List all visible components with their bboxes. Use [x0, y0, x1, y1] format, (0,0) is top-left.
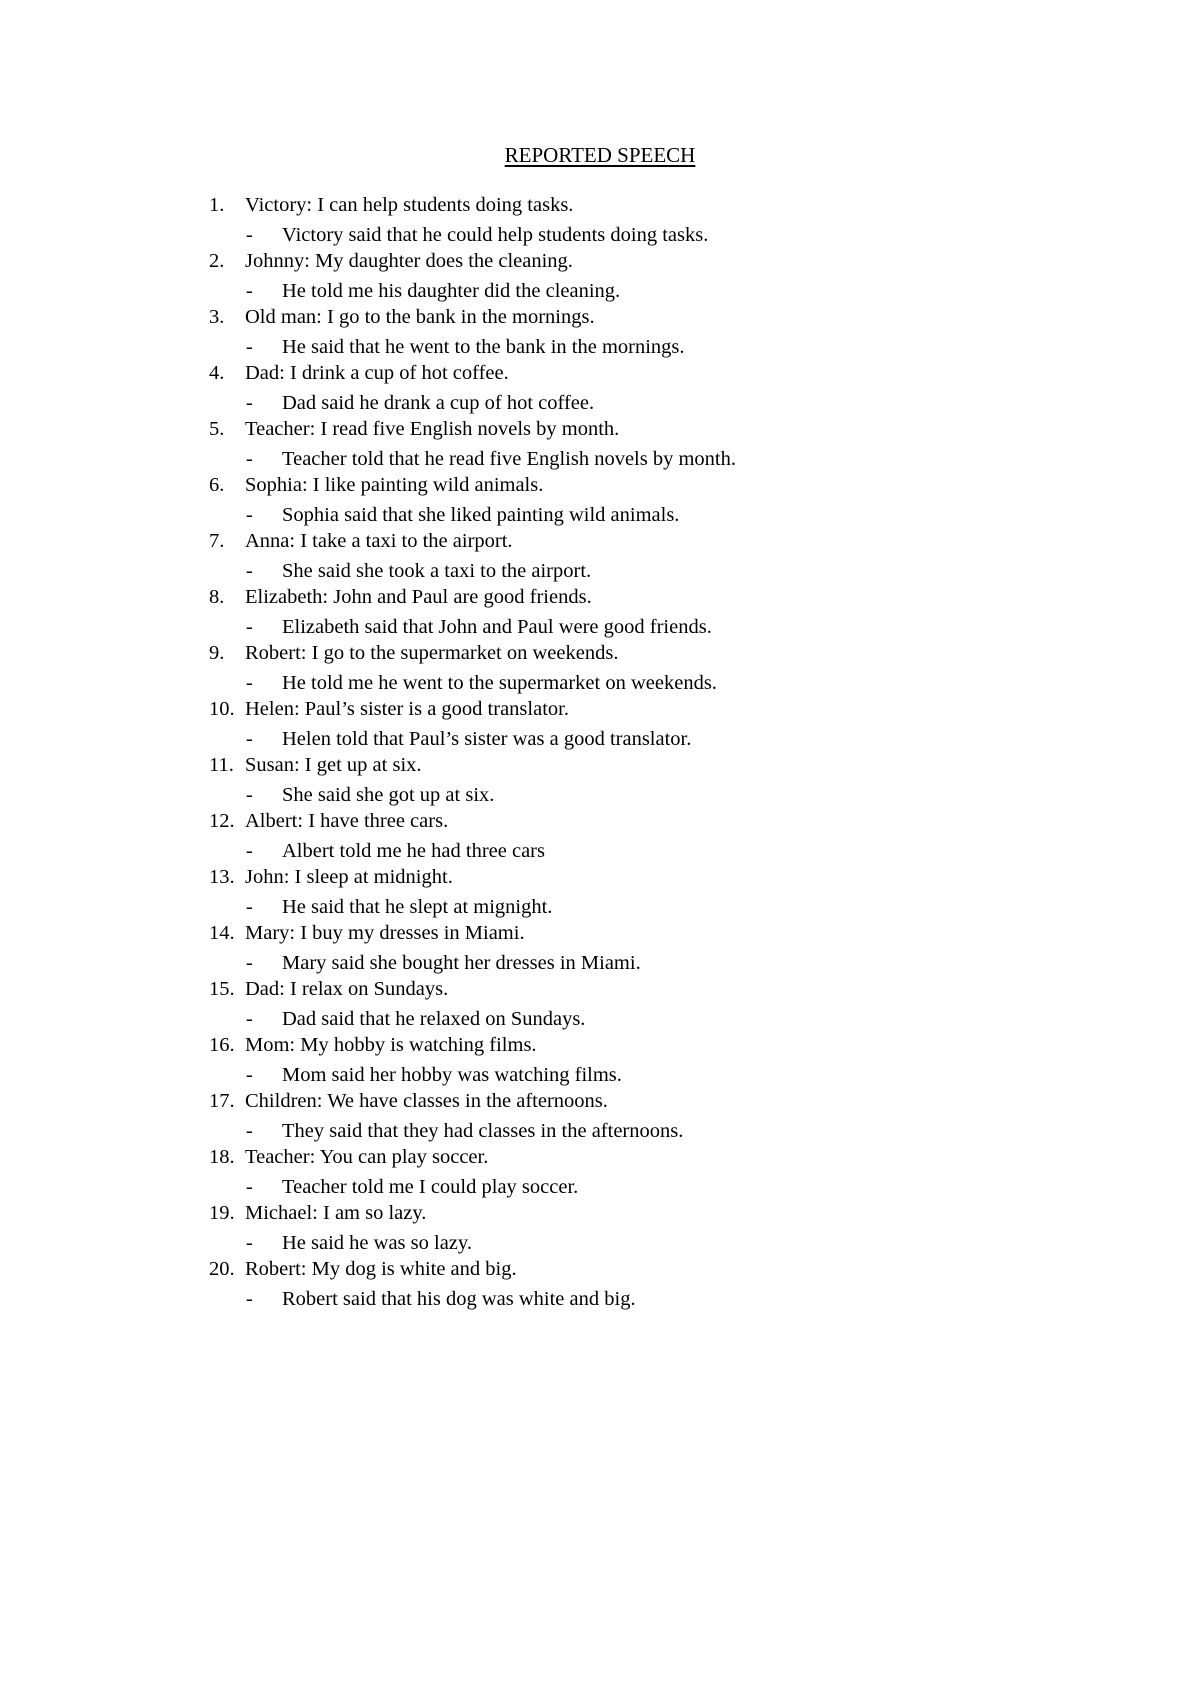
item-number: 9. — [209, 642, 225, 664]
list-item — [0, 246, 1200, 302]
item-number: 1. — [209, 194, 225, 216]
item-number: 14. — [209, 922, 235, 944]
dash-bullet: - — [246, 672, 253, 694]
direct-speech-text: Robert: My dog is white and big. — [245, 1258, 517, 1280]
list-item — [0, 1198, 1200, 1254]
dash-bullet: - — [246, 896, 253, 918]
reported-speech-text: Teacher told me I could play soccer. — [282, 1176, 579, 1198]
list-item — [0, 806, 1200, 862]
dash-bullet: - — [246, 392, 253, 414]
reported-speech-text: Victory said that he could help students doing tasks. — [282, 224, 709, 246]
dash-bullet: - — [246, 728, 253, 750]
item-number: 18. — [209, 1146, 235, 1168]
dash-bullet: - — [246, 504, 253, 526]
list-item — [0, 974, 1200, 1030]
direct-speech-text: John: I sleep at midnight. — [245, 866, 453, 888]
direct-speech-text: Dad: I drink a cup of hot coffee. — [245, 362, 509, 384]
dash-bullet: - — [246, 616, 253, 638]
direct-speech-text: Teacher: You can play soccer. — [245, 1146, 489, 1168]
list-item — [0, 582, 1200, 638]
list-item — [0, 1086, 1200, 1142]
item-number: 6. — [209, 474, 225, 496]
dash-bullet: - — [246, 560, 253, 582]
dash-bullet: - — [246, 840, 253, 862]
list-item — [0, 414, 1200, 470]
direct-speech-text: Mary: I buy my dresses in Miami. — [245, 922, 525, 944]
direct-speech-text: Old man: I go to the bank in the mornings. — [245, 306, 595, 328]
direct-speech-text: Victory: I can help students doing tasks. — [245, 194, 574, 216]
item-number: 20. — [209, 1258, 235, 1280]
reported-speech-text: He said that he slept at mignight. — [282, 896, 553, 918]
dash-bullet: - — [246, 1176, 253, 1198]
reported-speech-text: Teacher told that he read five English novels by month. — [282, 448, 736, 470]
direct-speech-text: Johnny: My daughter does the cleaning. — [245, 250, 573, 272]
direct-speech-text: Robert: I go to the supermarket on weekends. — [245, 642, 619, 664]
list-item — [0, 470, 1200, 526]
list-item — [0, 638, 1200, 694]
item-number: 12. — [209, 810, 235, 832]
direct-speech-text: Helen: Paul’s sister is a good translator. — [245, 698, 569, 720]
list-item — [0, 750, 1200, 806]
page-title: REPORTED SPEECH — [504, 143, 696, 167]
dash-bullet: - — [246, 784, 253, 806]
dash-bullet: - — [246, 1064, 253, 1086]
item-number: 16. — [209, 1034, 235, 1056]
dash-bullet: - — [246, 336, 253, 358]
dash-bullet: - — [246, 1232, 253, 1254]
item-number: 4. — [209, 362, 225, 384]
list-item — [0, 1254, 1200, 1310]
reported-speech-text: He told me he went to the supermarket on weekends. — [282, 672, 717, 694]
list-item — [0, 918, 1200, 974]
direct-speech-text: Susan: I get up at six. — [245, 754, 422, 776]
item-number: 13. — [209, 866, 235, 888]
direct-speech-text: Sophia: I like painting wild animals. — [245, 474, 544, 496]
dash-bullet: - — [246, 952, 253, 974]
reported-speech-text: He said that he went to the bank in the mornings. — [282, 336, 685, 358]
list-item — [0, 862, 1200, 918]
list-item — [0, 1142, 1200, 1198]
reported-speech-text: He told me his daughter did the cleaning. — [282, 280, 621, 302]
list-item — [0, 526, 1200, 582]
item-number: 7. — [209, 530, 225, 552]
direct-speech-text: Albert: I have three cars. — [245, 810, 449, 832]
list-item — [0, 694, 1200, 750]
list-item — [0, 1030, 1200, 1086]
reported-speech-text: Dad said that he relaxed on Sundays. — [282, 1008, 586, 1030]
list-item — [0, 190, 1200, 246]
direct-speech-text: Children: We have classes in the afternoons. — [245, 1090, 608, 1112]
exercise-list — [0, 190, 1200, 1310]
direct-speech-text: Michael: I am so lazy. — [245, 1202, 427, 1224]
item-number: 11. — [209, 754, 234, 776]
reported-speech-text: She said she took a taxi to the airport. — [282, 560, 592, 582]
item-number: 10. — [209, 698, 235, 720]
item-number: 17. — [209, 1090, 235, 1112]
item-number: 5. — [209, 418, 225, 440]
direct-speech-text: Teacher: I read five English novels by month. — [245, 418, 620, 440]
item-number: 2. — [209, 250, 225, 272]
reported-speech-text: Mary said she bought her dresses in Miami. — [282, 952, 641, 974]
dash-bullet: - — [246, 280, 253, 302]
reported-speech-text: Sophia said that she liked painting wild animals. — [282, 504, 680, 526]
direct-speech-text: Dad: I relax on Sundays. — [245, 978, 449, 1000]
reported-speech-text: Elizabeth said that John and Paul were good friends. — [282, 616, 712, 638]
reported-speech-text: He said he was so lazy. — [282, 1232, 472, 1254]
item-number: 19. — [209, 1202, 235, 1224]
item-number: 8. — [209, 586, 225, 608]
reported-speech-text: Mom said her hobby was watching films. — [282, 1064, 622, 1086]
reported-speech-text: Helen told that Paul’s sister was a good translator. — [282, 728, 692, 750]
direct-speech-text: Mom: My hobby is watching films. — [245, 1034, 537, 1056]
dash-bullet: - — [246, 1288, 253, 1310]
list-item — [0, 302, 1200, 358]
reported-speech-text: She said she got up at six. — [282, 784, 495, 806]
item-number: 15. — [209, 978, 235, 1000]
dash-bullet: - — [246, 448, 253, 470]
reported-speech-text: Albert told me he had three cars — [282, 840, 545, 862]
dash-bullet: - — [246, 1008, 253, 1030]
list-item — [0, 358, 1200, 414]
reported-speech-text: Robert said that his dog was white and big. — [282, 1288, 636, 1310]
dash-bullet: - — [246, 224, 253, 246]
direct-speech-text: Elizabeth: John and Paul are good friends. — [245, 586, 592, 608]
item-number: 3. — [209, 306, 225, 328]
reported-speech-text: They said that they had classes in the afternoons. — [282, 1120, 684, 1142]
reported-speech-text: Dad said he drank a cup of hot coffee. — [282, 392, 595, 414]
dash-bullet: - — [246, 1120, 253, 1142]
direct-speech-text: Anna: I take a taxi to the airport. — [245, 530, 513, 552]
